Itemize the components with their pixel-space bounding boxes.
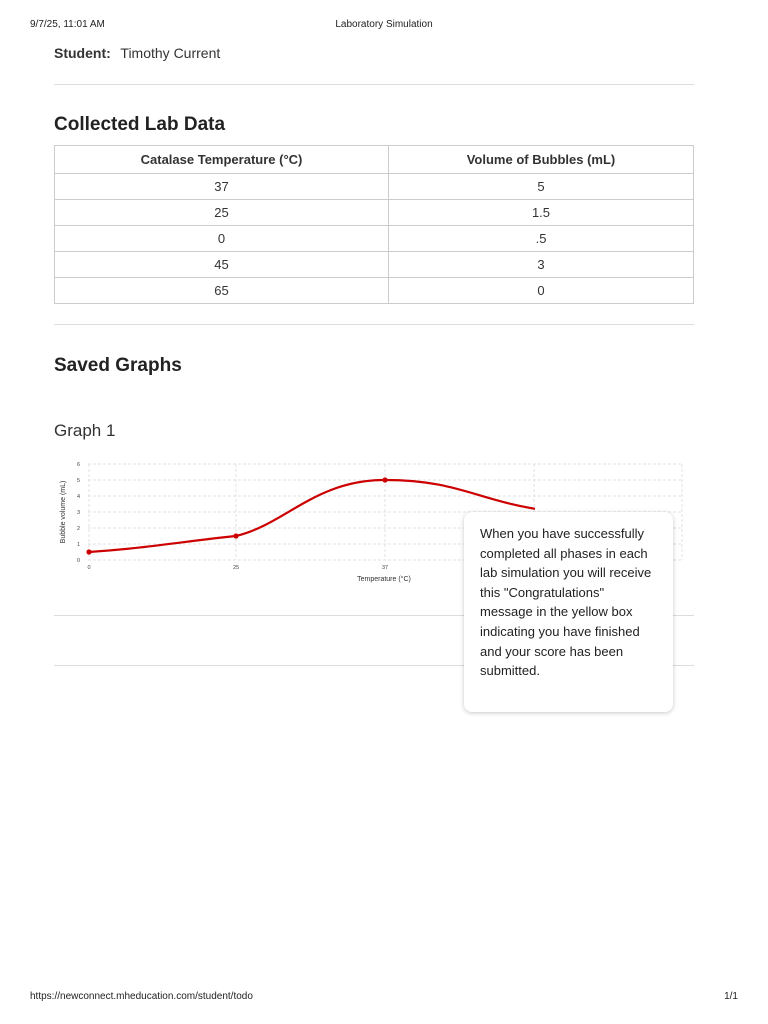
- table-row: [55, 200, 694, 226]
- table-cell: .5: [389, 226, 694, 252]
- table-cell: 37: [55, 174, 389, 200]
- table-cell: 1.5: [389, 200, 694, 226]
- x-tick-label: 25: [232, 565, 240, 571]
- print-url: https://newconnect.mheducation.com/student/todo: [30, 991, 253, 1002]
- data-point: [233, 533, 238, 538]
- table-cell: 25: [55, 200, 389, 226]
- x-axis-label: Temperature (°C): [357, 576, 411, 583]
- student-name: Timothy Current: [120, 45, 221, 61]
- print-header: [30, 19, 738, 33]
- divider: [54, 84, 694, 85]
- student-line: [54, 45, 220, 61]
- graph-title: Graph 1: [54, 421, 116, 440]
- tooltip-text: When you have successfully completed all phases in each lab simulation you will receive this "Congratulations" message in the yellow box indicating you have finished and your score has been submitted.: [480, 526, 652, 679]
- y-tick-label: 1: [76, 542, 80, 548]
- lab-data-table: [54, 145, 694, 304]
- table-cell: 45: [55, 252, 389, 278]
- y-tick-label: 4: [76, 494, 80, 500]
- y-tick-label: 3: [76, 510, 80, 516]
- print-title: Laboratory Simulation: [335, 19, 433, 30]
- y-tick-label: 0: [76, 558, 80, 564]
- table-header-row: [55, 146, 694, 174]
- table-cell: 5: [389, 174, 694, 200]
- y-axis-label: Bubble volume (mL): [60, 480, 67, 544]
- data-point: [86, 549, 91, 554]
- table-cell: 65: [55, 278, 389, 304]
- table-row: [55, 278, 694, 304]
- print-footer: [30, 991, 738, 1005]
- x-tick-label: 37: [381, 565, 389, 571]
- column-header: Catalase Temperature (°C): [55, 146, 389, 174]
- page-number: 1/1: [724, 991, 738, 1002]
- x-tick-label: 0: [87, 565, 91, 571]
- table-cell: 0: [389, 278, 694, 304]
- print-date: 9/7/25, 11:01 AM: [30, 19, 105, 30]
- help-tooltip: [464, 512, 673, 712]
- divider: [54, 324, 694, 325]
- data-point: [382, 477, 387, 482]
- y-tick-label: 5: [76, 478, 80, 484]
- student-label: Student:: [54, 45, 111, 61]
- table-row: [55, 174, 694, 200]
- table-row: [55, 252, 694, 278]
- column-header: Volume of Bubbles (mL): [389, 146, 694, 174]
- table-cell: 0: [55, 226, 389, 252]
- saved-graphs-heading: Saved Graphs: [54, 355, 182, 376]
- table-cell: 3: [389, 252, 694, 278]
- table-row: [55, 226, 694, 252]
- lab-data-heading: Collected Lab Data: [54, 114, 226, 135]
- y-tick-label: 2: [76, 526, 80, 532]
- y-tick-label: 6: [76, 462, 80, 468]
